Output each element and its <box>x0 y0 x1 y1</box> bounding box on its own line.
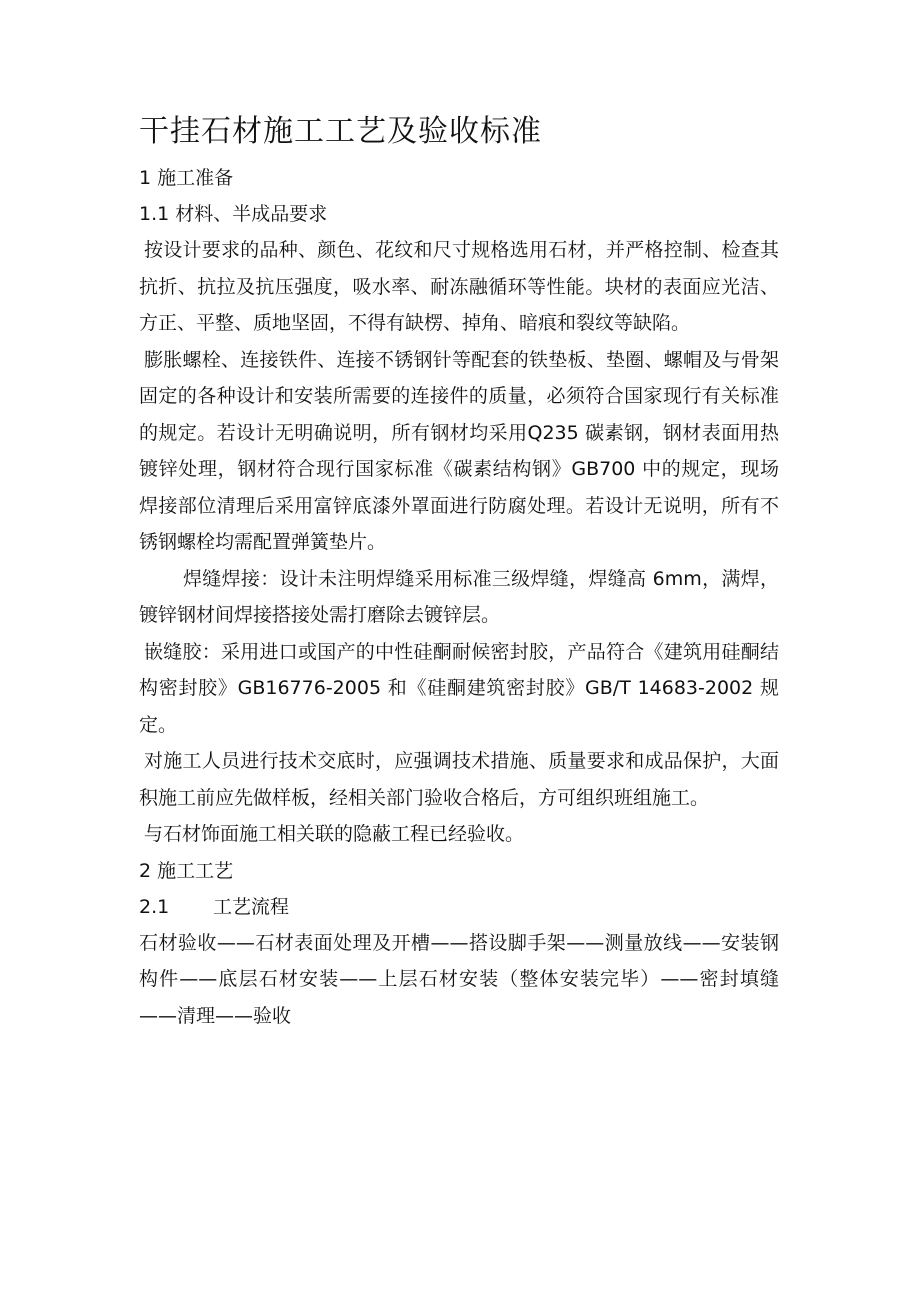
section-1-heading: 1 施工准备 <box>139 167 234 189</box>
section-2-1-heading <box>139 889 779 925</box>
section-2-1-label: 工艺流程 <box>213 895 290 918</box>
document-body <box>139 110 779 1034</box>
paragraph-material-requirements: 按设计要求的品种、颜色、花纹和尺寸规格选用石材，并严格控制、检查其抗折、抗拉及抗压强度，吸水率、耐冻融循环等性能。块材的表面应光洁、方正、平整、质地坚固，不得有缺楞、掉角、暗痕和裂纹等缺陷。 <box>139 239 779 334</box>
process-flow: 石材验收——石材表面处理及开槽——搭设脚手架——测量放线——安装钢构件——底层石材安装——上层石材安装（整体安装完毕）——密封填缝——清理——验收 <box>139 931 779 1027</box>
paragraph-connectors: 膨胀螺栓、连接铁件、连接不锈钢针等配套的铁垫板、垫圈、螺帽及与骨架固定的各种设计和安装所需要的连接件的质量，必须符合国家现行有关标准的规定。若设计无明确说明，所有钢材均采用Q235 碳素钢，钢材表面用热镀锌处理，钢材符合现行国家标准《碳素结构钢》GB700 中的规定，现场焊接部位清理后采用富锌底漆外罩面进行防腐处理。若设计无说明，所有不锈钢螺栓均需配置弹簧垫片。 <box>139 348 779 553</box>
paragraph-welding: 焊缝焊接：设计未注明焊缝采用标准三级焊缝，焊缝高 6mm，满焊，镀锌钢材间焊接搭接处需打磨除去镀锌层。 <box>139 567 779 626</box>
section-1-1-heading: 1.1 材料、半成品要求 <box>139 203 328 225</box>
section-2-heading: 2 施工工艺 <box>139 859 234 882</box>
paragraph-concealed-work: 与石材饰面施工相关联的隐蔽工程已经验收。 <box>144 823 525 845</box>
paragraph-briefing: 对施工人员进行技术交底时，应强调技术措施、质量要求和成品保护，大面积施工前应先做样板，经相关部门验收合格后，方可组织班组施工。 <box>139 750 779 809</box>
paragraph-sealant: 嵌缝胶：采用进口或国产的中性硅酮耐候密封胶，产品符合《建筑用硅酮结构密封胶》GB16776-2005 和《硅酮建筑密封胶》GB/T 14683-2002 规定。 <box>139 640 779 736</box>
document-title: 干挂石材施工工艺及验收标准 <box>139 114 542 149</box>
section-2-1-number: 2.1 <box>139 895 170 918</box>
